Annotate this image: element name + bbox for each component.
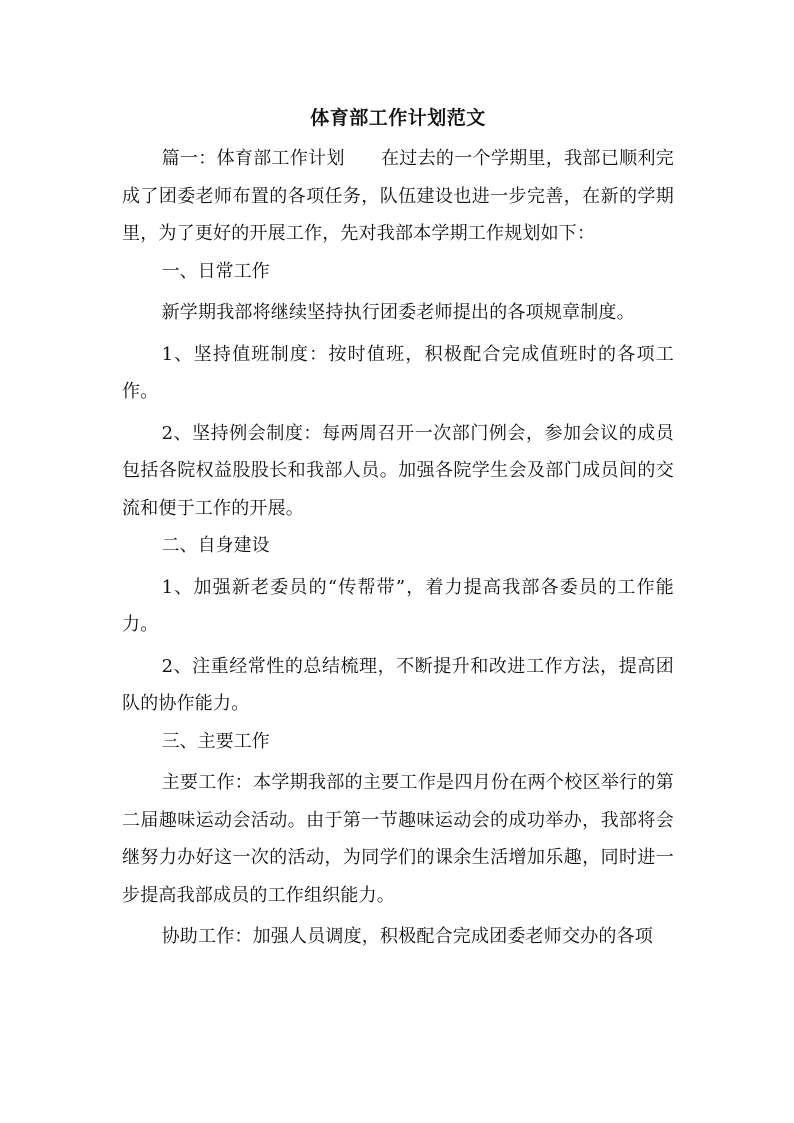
document-title: 体育部工作计划范文: [310, 107, 486, 129]
intro-paragraph: [122, 140, 674, 253]
section1-lead: 新学期我部将继续坚持执行团委老师提出的各项规章制度。: [161, 302, 635, 323]
document-body: [122, 100, 674, 956]
section3-heading: 三、主要工作: [161, 730, 270, 752]
section3-main: 主要工作：本学期我部的主要工作是四月份在两个校区举行的第二届趣味运动会活动。由于第一节趣味运动会的成功举办，我部将会继努力办好这一次的活动，为同学们的课余生活增加乐趣，同时进一步提高我部成员的工作组织能力。: [122, 772, 674, 906]
section3-assist: 协助工作：加强人员调度，积极配合完成团委老师交办的各项: [161, 926, 653, 947]
intro-label: 篇一：体育部工作计划: [161, 148, 345, 169]
section2-item1: 1、加强新老委员的“传帮带”，着力提高我部各委员的工作能力。: [122, 576, 674, 635]
section1-item2: 2、坚持例会制度：每两周召开一次部门例会，参加会议的成员包括各院权益股股长和我部人员。加强各院学生会及部门成员间的交流和便于工作的开展。: [122, 422, 674, 519]
section1-item1: 1、坚持值班制度：按时值班，积极配合完成值班时的各项工作。: [122, 343, 674, 402]
intro-text: 在过去的一个学期里，我部已顺利完成了团委老师布置的各项任务，队伍建设也进一步完善，在新的学期里，为了更好的开展工作，先对我部本学期工作规划如下：: [122, 148, 674, 244]
section2-item2: 2、注重经常性的总结梳理，不断提升和改进工作方法，提高团队的协作能力。: [122, 655, 674, 714]
section2-heading: 二、自身建设: [161, 535, 270, 556]
section1-heading: 一、日常工作: [161, 260, 270, 282]
